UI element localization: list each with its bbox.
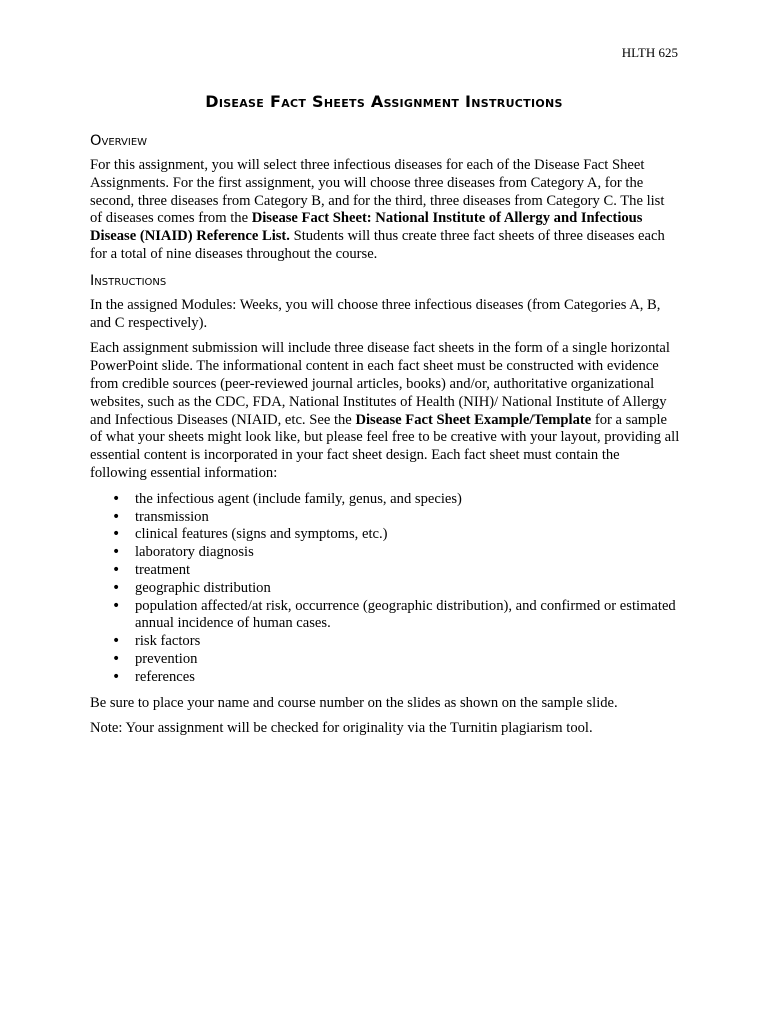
overview-text-2: Students will thus create three fact sheets of three diseases each for a total of nine diseases throughout the course.	[90, 228, 665, 262]
list-item: • references	[90, 669, 680, 687]
document-body	[90, 132, 680, 746]
list-item: • the infectious agent (include family, genus, and species)	[90, 491, 680, 509]
instructions-heading: Instructions	[90, 271, 167, 289]
instructions-text-1: Each assignment submission will include three disease fact sheets in the form of a single horizontal PowerPoint slide. The informational content in each fact sheet must be constructed with evidence from credible sources (peer-reviewed journal articles, books) and/or, authoritative organizational websites, such as the CDC, FDA, National Institutes of Health (NIH)/ National Institute of Allergy and Infectious Diseases (NIAID, etc. See the	[90, 340, 670, 428]
list-item: • clinical features (signs and symptoms, etc.)	[90, 526, 680, 544]
niaid-reference-list: Disease Fact Sheet: National Institute of Allergy and Infectious Disease (NIAID) Reference List.	[90, 210, 643, 245]
instructions-paragraph-3: Be sure to place your name and course number on the slides as shown on the sample slide.	[90, 694, 618, 711]
essential-info-list	[90, 491, 680, 687]
list-item: • risk factors	[90, 633, 680, 651]
list-item: • population affected/at risk, occurrence (geographic distribution), and confirmed or estimated annual incidence of human cases.	[90, 598, 680, 634]
overview-heading: Overview	[90, 132, 148, 149]
fact-sheet-template: Disease Fact Sheet Example/Template	[355, 411, 592, 428]
overview-text-1: For this assignment, you will select three infectious diseases for each of the Disease Fact Sheet Assignments. For the first assignment, you will choose three diseases from Category A, for the second, three diseases from Category B, and for the third, three diseases from Category C. The list of diseases comes from the	[90, 157, 665, 227]
overview-paragraph	[90, 157, 680, 264]
list-item: • treatment	[90, 562, 680, 580]
page-title: Disease Fact Sheets Assignment Instructions	[205, 92, 563, 111]
instructions-text-2: for a sample of what your sheets might look like, but please feel free to be creative with your layout, providing all essential content is incorporated in your fact sheet design. Each fact sheet must contain the following essential information:	[90, 411, 680, 481]
list-item: • laboratory diagnosis	[90, 544, 680, 562]
instructions-paragraph-1: In the assigned Modules: Weeks, you will choose three infectious diseases (from Categories A, B, and C respectively).	[90, 296, 661, 331]
list-item: • geographic distribution	[90, 580, 680, 598]
instructions-paragraph-2	[90, 340, 680, 482]
instructions-paragraph-4: Note: Your assignment will be checked for originality via the Turnitin plagiarism tool.	[90, 720, 593, 737]
course-code: HLTH 625	[621, 45, 678, 60]
list-item: • prevention	[90, 651, 680, 669]
list-item: • transmission	[90, 509, 680, 527]
